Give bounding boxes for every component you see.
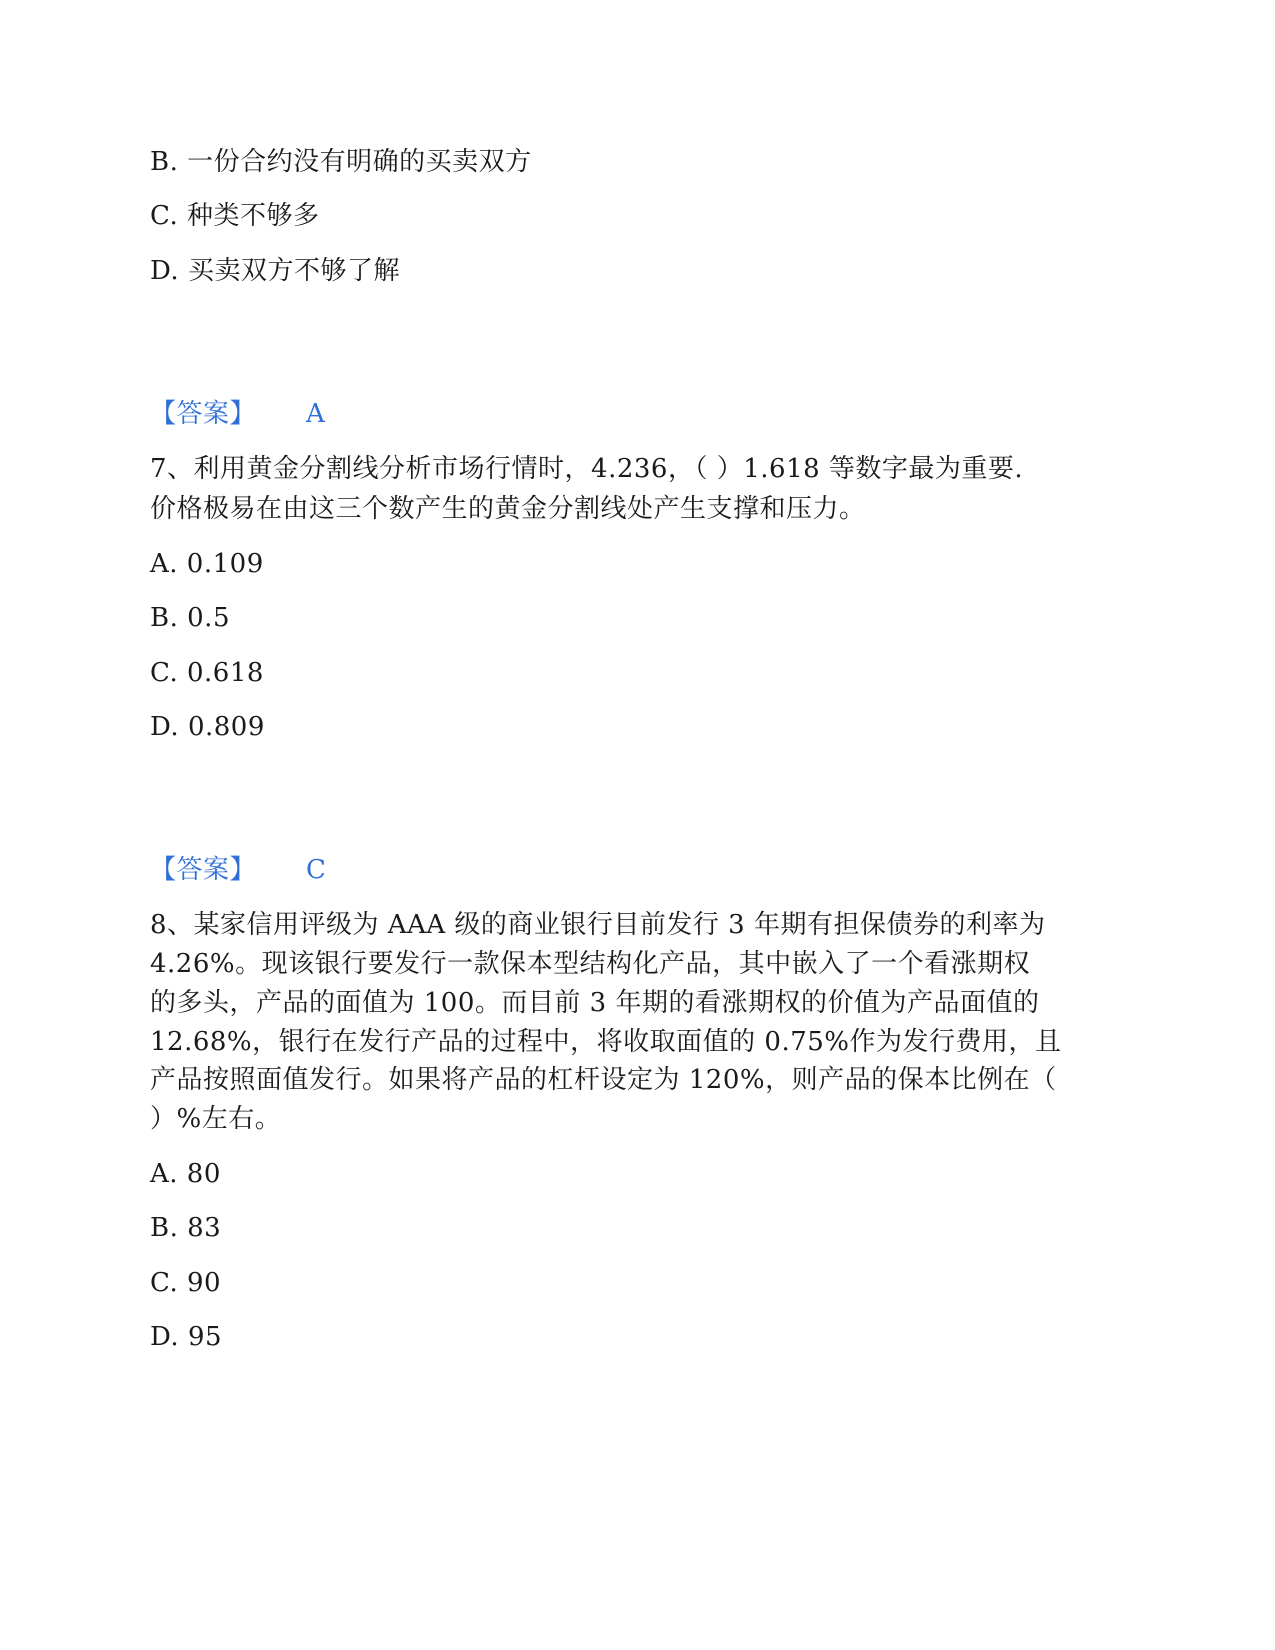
q8-option-d: D. 95: [150, 1322, 223, 1352]
option-d: D. 买卖双方不够了解: [150, 256, 400, 286]
question-7-line-2: 价格极易在由这三个数产生的黄金分割线处产生支撑和压力。: [150, 494, 866, 524]
answer-row: [150, 397, 325, 431]
answer-value: A: [306, 399, 326, 429]
question-8-line-6: ）%左右。: [150, 1104, 282, 1134]
q8-option-c: C. 90: [150, 1268, 222, 1298]
question-8-line-1: 8、某家信用评级为 AAA 级的商业银行目前发行 3 年期有担保债券的利率为: [150, 910, 1046, 940]
q8-option-a: A. 80: [150, 1159, 221, 1189]
q7-answer-value: C: [306, 855, 327, 885]
option-c: C. 种类不够多: [150, 201, 320, 231]
question-8-line-5: 产品按照面值发行。如果将产品的杠杆设定为 120%，则产品的保本比例在（: [150, 1065, 1057, 1095]
q7-option-a: A. 0.109: [150, 549, 264, 579]
q7-option-c: C. 0.618: [150, 658, 264, 688]
q8-option-b: B. 83: [150, 1213, 222, 1243]
q7-answer-row: [150, 853, 326, 887]
q7-option-b: B. 0.5: [150, 603, 230, 633]
option-b: B. 一份合约没有明确的买卖双方: [150, 147, 532, 177]
question-8-line-3: 的多头，产品的面值为 100。而目前 3 年期的看涨期权的价值为产品面值的: [150, 988, 1040, 1018]
q7-answer-label: 【答案】: [150, 855, 257, 885]
question-8-line-4: 12.68%，银行在发行产品的过程中，将收取面值的 0.75%作为发行费用，且: [150, 1027, 1062, 1057]
q7-option-d: D. 0.809: [150, 712, 265, 742]
question-8-line-2: 4.26%。现该银行要发行一款保本型结构化产品，其中嵌入了一个看涨期权: [150, 949, 1031, 979]
answer-label: 【答案】: [150, 399, 257, 429]
question-7-line-1: 7、利用黄金分割线分析市场行情时，4.236，（ ）1.618 等数字最为重要.: [150, 454, 1024, 484]
